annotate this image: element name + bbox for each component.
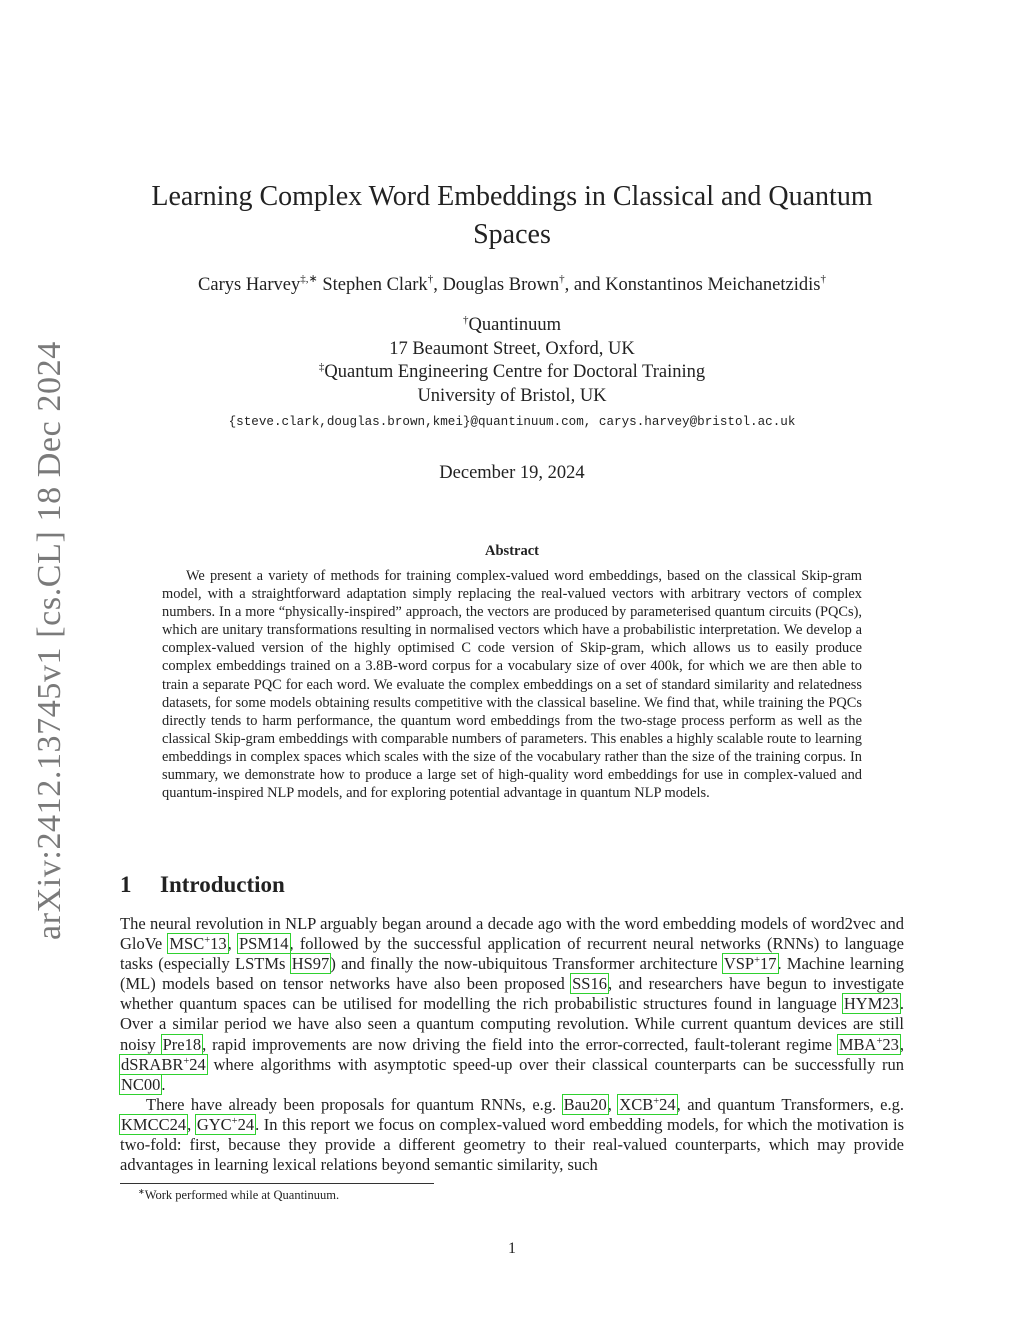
footnote-mark: ∗ (138, 1187, 145, 1196)
affiliation-text: 17 Beaumont Street, Oxford, UK (389, 338, 635, 359)
citation-link[interactable]: SS16 (572, 974, 607, 994)
intro-paragraph: The neural revolution in NLP arguably began around a decade ago with the word embedding models of word2vec and GloVe MSC+13, PSM14, followed by the successful application of recurrent neural networks (RNNs) to language tasks (especially LSTMs HS97) and finally the now-ubiquitous Transformer architecture VSP+17. Machine learning (ML) models based on tensor networks have also been proposed SS16, and researchers have begun to investigate whether quantum spaces can be utilised for modelling the rich probabilistic structures found in language HYM23. Over a similar period we have also seen a quantum computing revolution. While current quantum devices are still noisy Pre18, rapid improvements are now driving the field into the error-corrected, fault-tolerant regime MBA+23, dSRABR+24 where algorithms with asymptotic speed-up over their classical counterparts can be successfully run NC00. (120, 914, 904, 1094)
affiliation-text: Quantinuum (468, 315, 561, 335)
author-affiliation-mark: † (820, 273, 826, 285)
author-affiliation-mark: ‡,∗ (300, 273, 318, 285)
author-name: Carys Harvey (198, 275, 301, 295)
citation-link[interactable]: KMCC24 (121, 1114, 187, 1134)
citation-link[interactable]: HYM23 (843, 994, 899, 1014)
affiliation-line (120, 338, 904, 362)
citation-link[interactable]: Bau20 (563, 1094, 607, 1114)
citation-link[interactable]: NC00 (121, 1074, 161, 1094)
affiliation-line (120, 385, 904, 409)
affiliation-line (120, 314, 904, 338)
citation-link[interactable]: GYC+24 (196, 1114, 255, 1134)
citation-link[interactable]: HS97 (291, 954, 330, 974)
abstract-heading: Abstract (485, 543, 539, 559)
author-name: Konstantinos Meichanetzidis (605, 275, 821, 295)
paper-title-line-2: Spaces (473, 219, 551, 250)
author-emails: {steve.clark,douglas.brown,kmei}@quantinuum.com, carys.harvey@bristol.ac.uk (228, 415, 796, 429)
author-affiliation-mark: † (427, 273, 434, 285)
footnote (120, 1187, 904, 1203)
footnote-divider (120, 1183, 434, 1184)
author-list: Carys Harvey‡,∗ Stephen Clark†, Douglas Brown†, and Konstantinos Meichanetzidis† (198, 273, 826, 295)
citation-link[interactable]: PSM14 (238, 934, 289, 954)
paper-title-line-1: Learning Complex Word Embeddings in Classical and Quantum (151, 181, 873, 212)
citation-link[interactable]: MSC+13 (169, 934, 227, 954)
citation-link[interactable]: Pre18 (162, 1034, 202, 1054)
citation-link[interactable]: XCB+24 (619, 1094, 676, 1114)
citation-link[interactable]: VSP+17 (723, 954, 777, 974)
author-affiliation-mark: † (559, 273, 565, 285)
page-number: 1 (508, 1240, 516, 1257)
citation-link[interactable]: MBA+23 (838, 1034, 899, 1054)
intro-paragraph: There have already been proposals for quantum RNNs, e.g. Bau20, XCB+24, and quantum Transformers, e.g. KMCC24, GYC+24. In this report we focus on complex-valued word embedding models, for which the motivation is two-fold: first, because they provide a different geometry to their real-valued counterparts, which may provide advantages in learning lexical relations beyond semantic similarity, such (120, 1094, 905, 1175)
citation-link[interactable]: dSRABR+24 (121, 1054, 206, 1074)
author-name: Douglas Brown (442, 275, 560, 295)
affiliation-text: University of Bristol, UK (417, 385, 607, 406)
affiliation-mark: ‡ (318, 361, 325, 373)
abstract-text: We present a variety of methods for training complex-valued word embeddings, based on the classical Skip-gram model, with a straightforward adaptation simply replacing the real-valued vectors with arbitrary vectors of complex numbers. In a more “physically-inspired” approach, the vectors are produced by parameterised quantum circuits (PQCs), which are unitary transformations resulting in normalised vectors which have a probabilistic interpretation. We develop a complex-valued version of the highly optimised C code version of Skip-gram, which allows us to easily produce complex embeddings trained on a 3.8B-word corpus for a vocabulary size of over 400k, for which we are then able to train a separate PQC for each word. We evaluate the complex embeddings on a set of standard similarity and relatedness datasets, for some models obtaining results competitive with the classical baseline. We find that, while training the PQCs directly tends to harm performance, the quantum word embeddings from the two-stage process perform as well as the classical Skip-gram embeddings with comparable numbers of parameters. This enables a highly scalable route to learning embeddings in complex spaces which scales with the size of the vocabulary rather than the size of the training corpus. In summary, we demonstrate how to produce a large set of high-quality word embeddings for use in complex-valued and quantum-inspired NLP models, and for exploring potential advantage in quantum NLP models. (162, 568, 862, 802)
section-title: Introduction (160, 872, 285, 897)
author-name: Stephen Clark (322, 275, 428, 295)
paper-title (120, 178, 904, 254)
introduction-body (120, 914, 904, 1175)
section-number: 1 (120, 872, 132, 897)
section-heading (120, 870, 904, 900)
footnote-text: Work performed while at Quantinuum. (144, 1188, 340, 1202)
affiliations (120, 314, 904, 408)
affiliation-text: Quantum Engineering Centre for Doctoral Training (324, 362, 706, 382)
affiliation-line (120, 361, 904, 385)
arxiv-identifier-stamp: arXiv:2412.13745v1 [cs.CL] 18 Dec 2024 (31, 341, 68, 940)
affiliation-mark: † (463, 314, 469, 326)
paper-date: December 19, 2024 (439, 463, 585, 483)
